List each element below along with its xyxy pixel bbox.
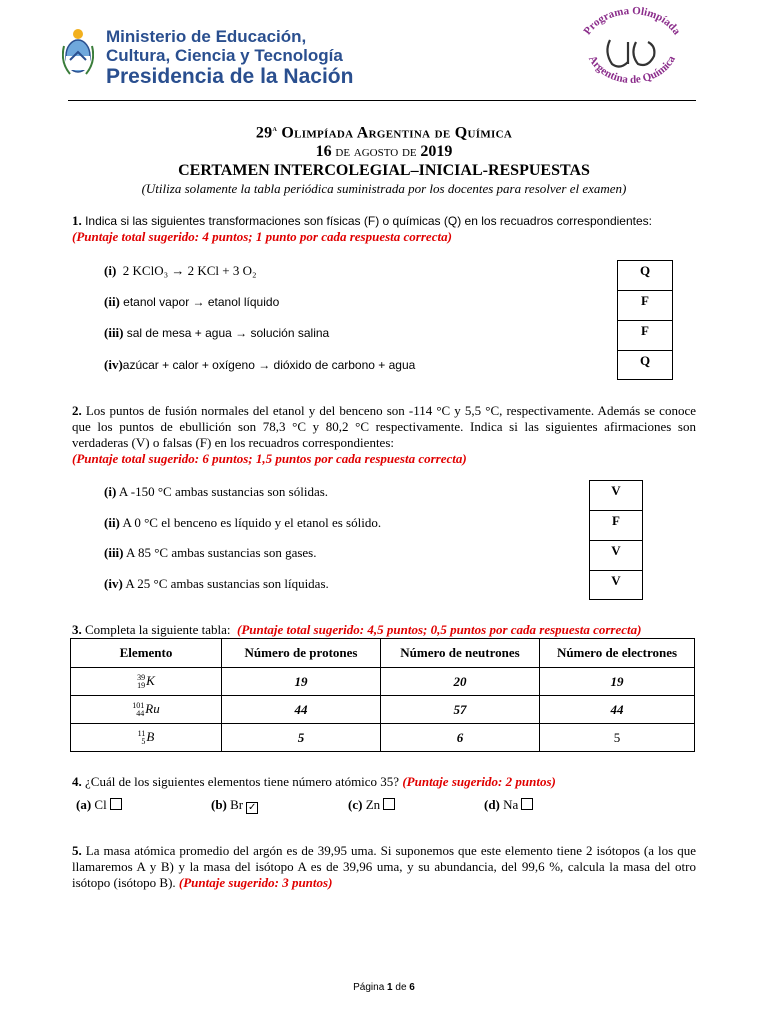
olympiad-title — [0, 123, 768, 142]
atomic-number: 5 — [141, 737, 146, 746]
q3-number: 3. — [72, 622, 82, 637]
q1-item-text: sal de mesa + agua → solución salina — [126, 326, 330, 340]
q1-answer-box[interactable]: Q — [617, 260, 673, 290]
flask-icon — [607, 40, 654, 67]
q1-score: (Puntaje total sugerido: 4 puntos; 1 punto por cada respuesta correcta) — [72, 229, 452, 244]
table-row — [71, 668, 695, 696]
element-symbol: K — [146, 672, 155, 688]
q4-number: 4. — [72, 774, 82, 789]
q1-item-text: 2 KClO₃ → 2 KCl + 3 O₂ — [122, 263, 257, 278]
q2-item-2 — [104, 515, 381, 531]
q2-score: (Puntaje total sugerido: 6 puntos; 1,5 puntos por cada respuesta correcta) — [72, 451, 467, 466]
q5-number: 5. — [72, 843, 82, 858]
q1-item-text: etanol vapor → etanol líquido — [123, 295, 280, 309]
q1-item-label: (i) — [104, 263, 117, 278]
q2-item-4 — [104, 576, 329, 592]
logo-text-bottom: Argentina de Química — [586, 53, 678, 86]
q2-text: Los puntos de fusión normales del etanol y del benceno son -114 °C y 5,5 °C, respectivamente. Además se conoce que los puntos de ebullición son 78,3 °C y 80,2 °C respectivamente. Indica si las siguientes afirmaciones son verdaderas (V) o falsas (F) en los recuadros correspondientes: — [72, 403, 696, 450]
element-cell — [71, 668, 222, 696]
title-sup: a — [272, 123, 278, 133]
title-text: Olimpíada Argentina de Química — [277, 124, 513, 142]
q2-item-text: A 0 °C el benceno es líquido y el etanol es sólido. — [122, 515, 382, 530]
atomic-number: 19 — [137, 681, 146, 690]
q3-text: Completa la siguiente tabla: — [81, 622, 234, 637]
q3-score: (Puntaje total sugerido: 4,5 puntos; 0,5 puntos por cada respuesta correcta) — [237, 622, 642, 637]
option-label: (d) — [484, 797, 500, 812]
table-header-cell: Número de neutrones — [381, 639, 540, 668]
q1-item-label: (ii) — [104, 294, 120, 309]
q4-statement — [72, 774, 696, 790]
ministry-header — [106, 27, 353, 89]
q1-item-text: azúcar + calor + oxígeno → dióxido de carbono + agua — [122, 358, 416, 372]
q1-statement — [72, 213, 696, 245]
checkbox[interactable] — [110, 798, 122, 810]
table-header-cell: Número de protones — [222, 639, 381, 668]
option-text: Br — [226, 797, 244, 812]
svg-text:Argentina de Química — [586, 53, 678, 86]
table-header-cell: Elemento — [71, 639, 222, 668]
q3-table — [70, 638, 695, 752]
q2-item-text: A 25 °C ambas sustancias son líquidas. — [125, 576, 329, 591]
neutrons-cell: 6 — [381, 724, 540, 752]
q5-score: (Puntaje sugerido: 3 puntos) — [178, 875, 333, 890]
q2-item-label: (i) — [104, 484, 117, 499]
q2-answer-box[interactable]: F — [589, 510, 643, 540]
table-header-row — [71, 639, 695, 668]
q5-statement — [72, 843, 696, 891]
protons-cell: 44 — [222, 696, 381, 724]
exam-title: CERTAMEN INTERCOLEGIAL–INICIAL-RESPUESTAS — [178, 162, 590, 179]
mass-number: 39 — [137, 673, 146, 682]
element-symbol: Ru — [145, 700, 160, 716]
q1-item-2 — [104, 294, 279, 310]
q2-answer-box[interactable]: V — [589, 570, 643, 600]
q1-answer-box[interactable]: F — [617, 290, 673, 320]
q4-option-d[interactable] — [484, 797, 533, 813]
q2-statement — [72, 403, 696, 467]
q2-answer-box[interactable]: V — [589, 480, 643, 510]
q1-text: Indica si las siguientes transformaciones son físicas (F) o químicas (Q) en los recuadros correspondientes: — [81, 214, 652, 228]
q1-item-label: (iii) — [104, 325, 124, 340]
q5-text: La masa atómica promedio del argón es de 39,95 uma. Si suponemos que este elemento tiene 2 isótopos (a los que llamaremos A y B) y la masa del isótopo A es de 39,96 uma, y su abundancia, del 99,6 %, calcula la masa del otro isótopo (isótopo B). — [72, 843, 696, 890]
q4-option-a[interactable] — [76, 797, 122, 813]
q2-item-text: A -150 °C ambas sustancias son sólidas. — [118, 484, 329, 499]
argentina-coat-of-arms-icon — [62, 26, 94, 78]
q4-option-b[interactable] — [211, 797, 258, 814]
table-row — [71, 724, 695, 752]
q2-item-1 — [104, 484, 328, 500]
electrons-cell: 19 — [540, 668, 695, 696]
electrons-cell: 5 — [540, 724, 695, 752]
q2-item-text: A 85 °C ambas sustancias son gases. — [126, 545, 317, 560]
page-footer — [0, 982, 768, 993]
q1-item-label: (iv) — [104, 357, 123, 372]
option-text: Na — [499, 797, 519, 812]
element-cell — [71, 696, 222, 724]
q2-answer-box[interactable]: V — [589, 540, 643, 570]
q2-item-label: (iv) — [104, 576, 123, 591]
logo-text-top: Programa Olimpíada — [581, 6, 683, 38]
ministry-line2: Cultura, Ciencia y Tecnología — [106, 46, 343, 65]
date-year: 2019 — [420, 143, 453, 160]
ministry-line1: Ministerio de Educación, — [106, 27, 307, 46]
table-row — [71, 696, 695, 724]
q1-item-4 — [104, 357, 415, 373]
svg-text:Programa Olimpíada — [581, 6, 682, 38]
atomic-number: 44 — [136, 709, 145, 718]
mass-number: 101 — [132, 701, 145, 710]
neutrons-cell: 57 — [381, 696, 540, 724]
mass-number: 11 — [137, 729, 146, 738]
q4-text: ¿Cuál de los siguientes elementos tiene número atómico 35? — [81, 774, 403, 789]
q3-statement — [72, 622, 696, 638]
q1-answer-box[interactable]: F — [617, 320, 673, 350]
q1-item-3 — [104, 325, 329, 341]
option-text: Zn — [362, 797, 381, 812]
table-header-cell: Número de electrones — [540, 639, 695, 668]
header-divider — [68, 100, 696, 101]
q4-score: (Puntaje sugerido: 2 puntos) — [402, 774, 556, 789]
option-label: (a) — [76, 797, 92, 812]
page-total: 6 — [409, 982, 415, 993]
page-label: Página — [353, 982, 388, 993]
q2-item-label: (ii) — [104, 515, 120, 530]
protons-cell: 5 — [222, 724, 381, 752]
electrons-cell: 44 — [540, 696, 695, 724]
page-of: de — [392, 982, 410, 993]
q2-number: 2. — [72, 403, 82, 418]
protons-cell: 19 — [222, 668, 381, 696]
checkbox[interactable]: ✓ — [247, 802, 257, 813]
ministry-line3: Presidencia de la Nación — [106, 65, 354, 88]
element-cell — [71, 724, 222, 752]
page-number: 1 — [387, 982, 393, 993]
checkbox[interactable] — [383, 798, 395, 810]
q1-number: 1. — [72, 213, 82, 228]
option-label: (c) — [348, 797, 363, 812]
date-mid: de agosto de — [331, 144, 421, 160]
q4-option-c[interactable] — [348, 797, 395, 813]
olympiad-logo — [570, 6, 694, 102]
q2-item-3 — [104, 545, 316, 561]
exam-instructions: (Utiliza solamente la tabla periódica suministrada por los docentes para resolver el examen) — [141, 181, 627, 196]
q1-item-1 — [104, 263, 257, 279]
q2-item-label: (iii) — [104, 545, 124, 560]
option-text: Cl — [91, 797, 107, 812]
element-symbol: B — [146, 728, 155, 744]
neutrons-cell: 20 — [381, 668, 540, 696]
option-label: (b) — [211, 797, 227, 812]
exam-date — [0, 143, 768, 161]
title-number: 29 — [255, 124, 273, 142]
date-day: 16 — [315, 143, 332, 160]
q1-answer-box[interactable]: Q — [617, 350, 673, 380]
checkbox[interactable] — [521, 798, 533, 810]
